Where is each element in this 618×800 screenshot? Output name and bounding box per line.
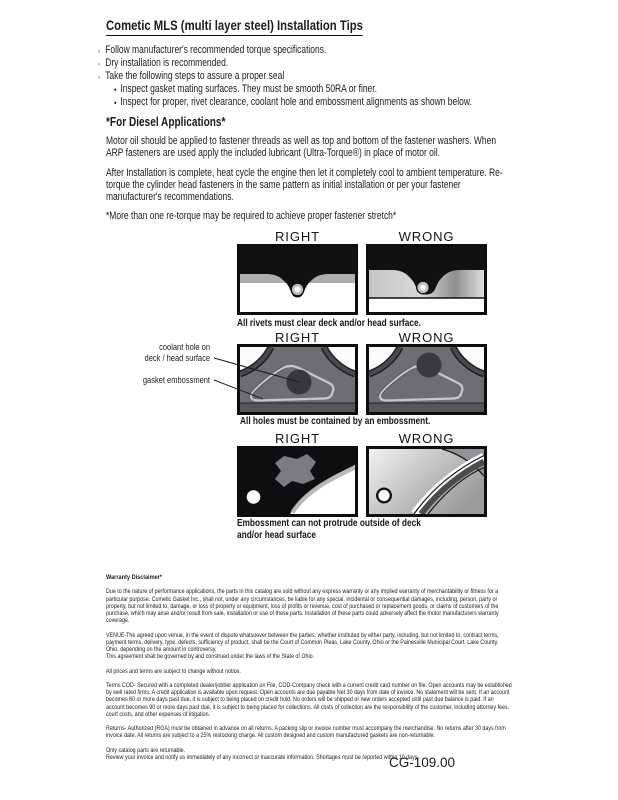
wrong-label: WRONG <box>398 229 455 244</box>
warranty-paragraph: Review your invoice and notify us immediately of any incorrect or inaccurate information. Shortages must be reported within 10 days. <box>106 753 419 761</box>
page-number: CG-109.00 <box>389 755 456 770</box>
right-label: RIGHT <box>275 229 320 244</box>
bullet-item <box>98 70 514 83</box>
embossment-caption <box>237 518 501 542</box>
sub-bullet-text: Inspect for proper, rivet clearance, coolant hole and embossment alignments as shown below. <box>120 96 472 109</box>
annotation-line: deck / head surface <box>144 352 210 364</box>
hole-wrong-diagram <box>366 344 487 415</box>
bullet-text: Follow manufacturer's recommended torque specifications. <box>105 44 327 56</box>
bottom-band <box>240 403 355 412</box>
diesel-paragraph: After Installation is complete, heat cycle the engine then let it completely cool to ambient temperature. Re-torque the cylinder head fasteners in the same pattern as initial installation or per your fastener manufacturer's recommendations. <box>106 166 503 203</box>
caption-line: Embossment can not protrude outside of deck <box>237 518 421 529</box>
bullet-text: Dry installation is recommended. <box>105 57 229 70</box>
warranty-heading: Warranty Disclaimer* <box>106 574 163 581</box>
bullet-item <box>98 57 514 70</box>
warranty-paragraph: Terms COD- Secured with a completed dealer/jobber application on File, COD-Company check with a current credit card number on file. Open accounts may be established by well rated firms. A credit application is available upon request. Open accounts are due payable Net 30 days from date of invoice. No statement will be sent. If an account becomes 60 or more days past due, it is subject to being placed on credit hold. No orders will be shipped or new orders accepted until past due balance is paid. If an account becomes 90 or more days past due, it is subject to being placed for collections. All costs of collection are the responsibility of the customer, including attorney fees, court costs, and other expenses of litigation. <box>106 681 512 718</box>
warranty-paragraph: This agreement shall be governed by and construed under the laws of the State of Ohio. <box>106 653 315 661</box>
gasket-embossment-annotation: gasket embossment <box>142 374 210 385</box>
rivet-center <box>295 287 301 293</box>
bullet-marker-icon: ◦ <box>98 59 101 70</box>
diesel-applications-section <box>106 117 514 231</box>
page-title: Cometic MLS (multi layer steel) Installation Tips <box>106 18 363 36</box>
caption-line: and/or head surface <box>237 530 316 541</box>
installation-tips-list <box>98 44 514 109</box>
warranty-paragraph: Due to the nature of performance applications, the parts in this catalog are sold without any express warranty or any implied warranty of merchantability or fitness for a particular purpose. Cometic Gasket Inc., shall not, under any circumstances, be liable for any special, incidental or consequential damages, including, person, party or property, but not limited to, damage, or loss of property or equipment, loss of profits or revenue, cost of purchased or replacement goods, or claims of customers of the purchase, which may arise and/or result from sale, installation or use of these parts. Installation of these parts could adversely affect the motor manufacturers warranty coverage. <box>106 588 499 625</box>
wrong-label: WRONG <box>398 330 455 345</box>
diagram-rivet-clearance <box>0 228 618 330</box>
coolant-hole <box>287 370 312 395</box>
hole-caption: All holes must be contained by an embossment. <box>240 416 431 427</box>
bullet-item <box>98 44 514 57</box>
diesel-paragraph: Motor oil should be applied to fastener threads as well as top and bottom of the fastener washers. When ARP fasteners are used apply the included lubricant (Ultra-Torque®) in place of motor oil. <box>106 134 497 159</box>
rivet-right-diagram <box>237 244 358 315</box>
rivet-wrong-diagram <box>366 244 487 315</box>
right-label: RIGHT <box>275 330 320 345</box>
embossment-wrong-diagram <box>366 446 487 517</box>
embossment-right-diagram <box>237 446 358 517</box>
bullet-marker-icon: ◦ <box>98 46 101 56</box>
wrong-label: WRONG <box>398 431 455 446</box>
diagram-embossment-protrusion <box>0 430 618 550</box>
rivet-caption: All rivets must clear deck and/or head surface. <box>237 318 421 329</box>
bullet-marker-icon: ◦ <box>98 72 101 83</box>
sub-bullet-item <box>114 96 514 109</box>
bolt-hole <box>377 489 391 503</box>
hole-right-diagram <box>237 344 358 415</box>
sub-bullet-marker-icon: • <box>114 98 117 109</box>
diagram-hole-containment <box>0 329 618 433</box>
bolt-hole <box>247 490 261 504</box>
coolant-hole-annotation <box>10 341 210 364</box>
warranty-paragraph: Returns- Authorized (RGA) must be obtained in advance on all returns. A packing slip or invoice number must accompany the merchandise. No returns after 30 days from invoice date. All returns are subject to a 25% restocking charge. All custom designed and custom manufactured gaskets are non-returnable. <box>106 725 506 740</box>
bullet-text: Take the following steps to assure a proper seal <box>105 70 285 83</box>
right-label: RIGHT <box>275 431 320 446</box>
warranty-paragraph: Only catalog parts are returnable. <box>106 746 186 754</box>
diesel-heading: *For Diesel Applications* <box>106 115 226 129</box>
warranty-disclaimer-section <box>106 574 512 768</box>
warranty-paragraph: All prices and terms are subject to change without notice. <box>106 667 241 675</box>
bottom-band <box>369 403 484 412</box>
annotation-line: coolant hole on <box>159 341 210 352</box>
sub-bullet-marker-icon: • <box>114 85 117 96</box>
diesel-paragraph: *More than one re-torque may be required to achieve proper fastener stretch* <box>106 210 397 223</box>
warranty-paragraph: VENUE-The agreed upon venue, in the event of dispute whatsoever between the parties, whether instituted by either party, including, but not limited to, contract terms, payment terms, delivery, type, defects, sufficiency of product, shall be the Court of Common Pleas, Lake County, Ohio or the Painesville Municipal Court, Lake County, Ohio, depending on the amount in controversy. <box>106 631 499 653</box>
sub-bullet-text: Inspect gasket mating surfaces. They must be smooth 50RA or finer. <box>120 83 377 96</box>
rivet-center <box>420 285 426 291</box>
coolant-hole <box>417 353 442 378</box>
sub-bullet-item <box>114 83 514 96</box>
